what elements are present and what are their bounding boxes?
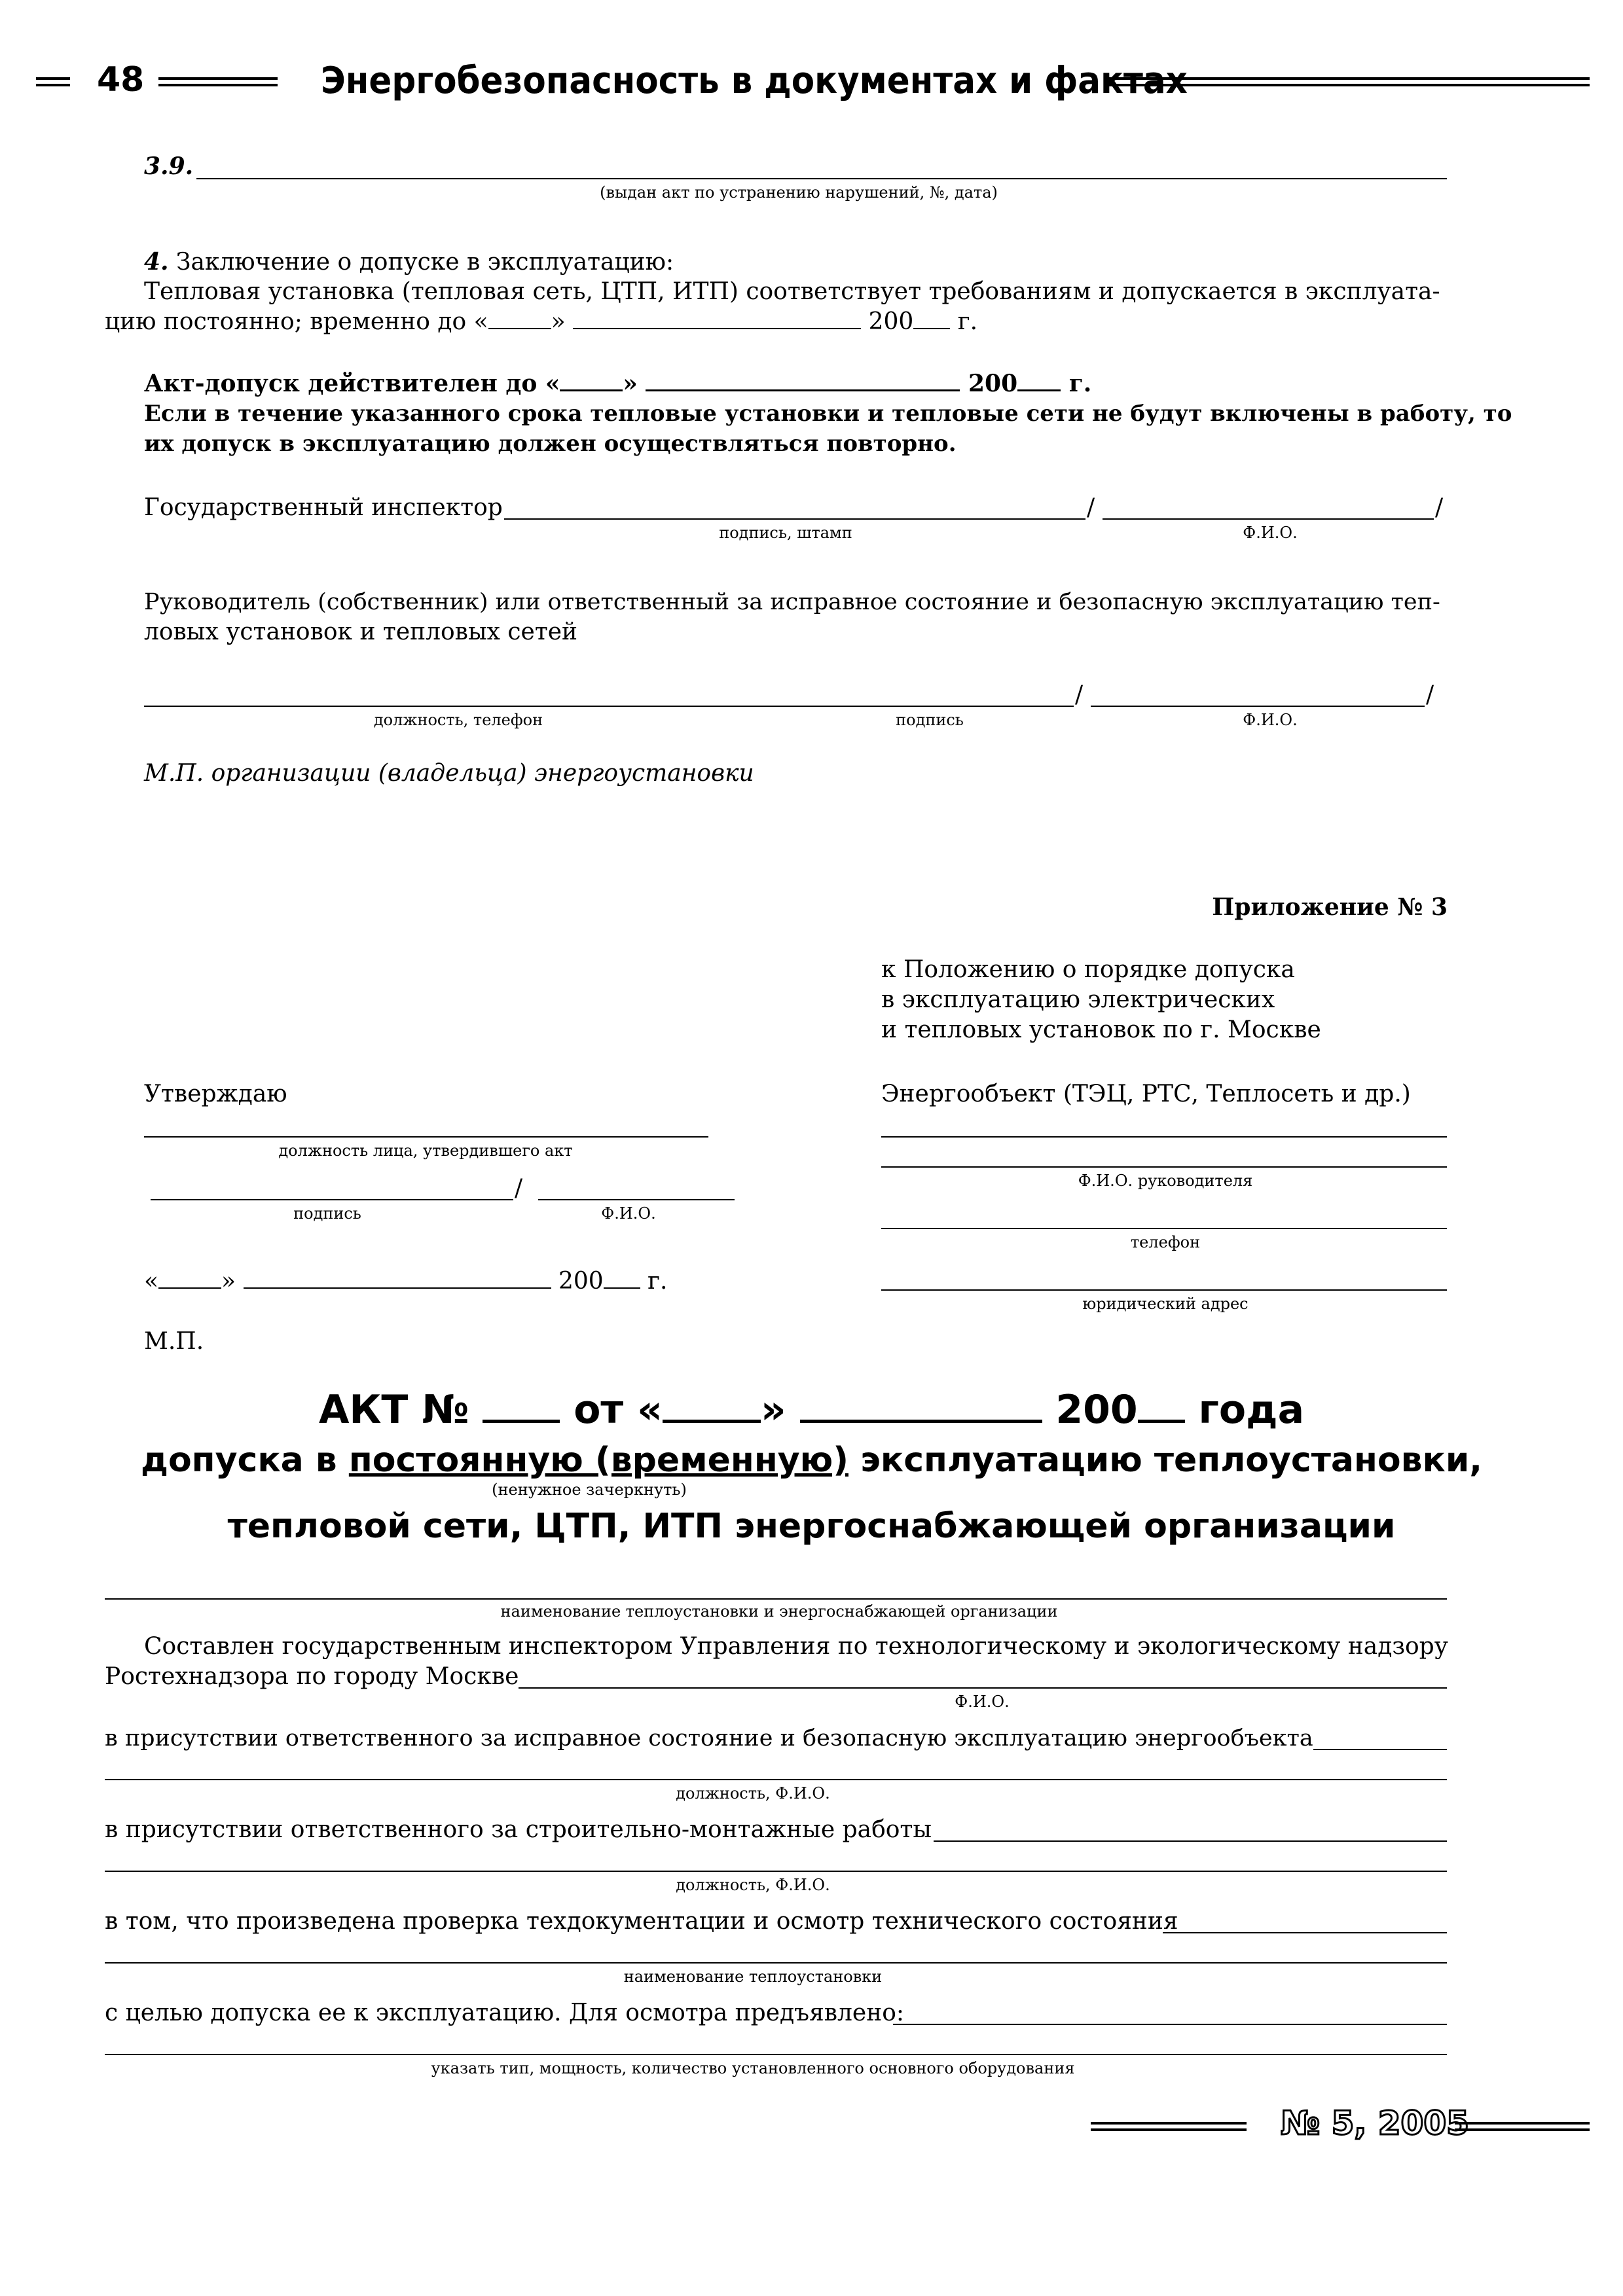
header-rule-right bbox=[1105, 77, 1590, 86]
body-check: в том, что произведена проверка техдокументации и осмотр технического состояния bbox=[105, 1908, 1178, 1935]
issue-number: № 5, 2005 bbox=[1281, 2104, 1469, 2142]
inspector-slash-1: / bbox=[1087, 494, 1095, 521]
validity-line2: Если в течение указанного срока тепловые установки и тепловые сети не будут включены в работу, то bbox=[144, 401, 1512, 427]
approve-slash: / bbox=[515, 1175, 523, 1202]
body-presence-1: в присутствии ответственного за исправное состояние и безопасную эксплуатацию энергообъекта bbox=[105, 1725, 1313, 1751]
approve-stamp: М.П. bbox=[144, 1328, 204, 1355]
body-caption-pos-fio-2: должность, Ф.И.О. bbox=[676, 1876, 830, 1894]
appendix-ref-1: к Положению о порядке допуска bbox=[881, 956, 1295, 983]
permanent-temporary-choice: постоянную (временную) bbox=[348, 1441, 848, 1480]
validity-line3: их допуск в эксплуатацию должен осуществляться повторно. bbox=[144, 431, 957, 457]
section-3-9-blank bbox=[196, 178, 1447, 179]
section-4-heading: 4. Заключение о допуске в эксплуатацию: bbox=[144, 248, 674, 276]
body-caption-pos-fio-1: должность, Ф.И.О. bbox=[676, 1784, 830, 1803]
manager-caption-fio: Ф.И.О. bbox=[1243, 711, 1298, 729]
energy-object-blank-2 bbox=[881, 1166, 1447, 1168]
header-rule-left bbox=[36, 77, 70, 86]
energy-object-caption-address: юридический адрес bbox=[1082, 1295, 1249, 1313]
body-caption-equipment: указать тип, мощность, количество установленного основного оборудования bbox=[431, 2059, 1075, 2077]
body-purpose: с целью допуска ее к эксплуатацию. Для осмотра предъявлено: bbox=[105, 2000, 905, 2026]
appendix-ref-2: в эксплуатацию электрических bbox=[881, 986, 1275, 1013]
manager-slash-2: / bbox=[1426, 681, 1434, 708]
inspector-caption-sign: подпись, штамп bbox=[719, 524, 852, 542]
manager-slash-1: / bbox=[1075, 681, 1084, 708]
energy-object-blank-1 bbox=[881, 1136, 1447, 1138]
validity-line1: Акт-допуск действителен до « » 200 г. bbox=[144, 370, 1092, 397]
footer-rule-left bbox=[1091, 2122, 1247, 2131]
section-3-9-caption: (выдан акт по устранению нарушений, №, дата) bbox=[600, 183, 998, 202]
body-presence-1-blank-a bbox=[1313, 1749, 1447, 1750]
energy-object-label: Энергообъект (ТЭЦ, РТС, Теплосеть и др.) bbox=[881, 1081, 1411, 1107]
page-title: Энергобезопасность в документах и фактах bbox=[321, 60, 1188, 102]
inspector-fio-blank bbox=[1103, 518, 1434, 520]
body-fio-blank bbox=[519, 1687, 1447, 1689]
footer-rule-right bbox=[1455, 2122, 1590, 2131]
act-title-note: (ненужное зачеркнуть) bbox=[492, 1480, 687, 1499]
approve-date: « » 200 г. bbox=[144, 1268, 668, 1295]
header-rule-mid bbox=[158, 77, 278, 86]
approve-caption-sign: подпись bbox=[293, 1204, 361, 1223]
body-composed-2: Ростехнадзора по городу Москве bbox=[105, 1663, 519, 1690]
manager-line1: Руководитель (собственник) или ответственный за исправное состояние и безопасную эксплуатацию теп- bbox=[144, 589, 1440, 615]
body-caption-fio: Ф.И.О. bbox=[955, 1693, 1010, 1711]
energy-object-phone-blank bbox=[881, 1228, 1447, 1229]
manager-position-blank bbox=[144, 706, 1074, 707]
inspector-slash-2: / bbox=[1435, 494, 1444, 521]
inspector-label: Государственный инспектор bbox=[144, 494, 503, 521]
energy-object-address-blank bbox=[881, 1289, 1447, 1291]
body-presence-1-blank-b bbox=[105, 1779, 1447, 1780]
act-title-line1: АКТ № от « » 200 года bbox=[318, 1387, 1305, 1433]
energy-object-caption-phone: телефон bbox=[1130, 1233, 1201, 1251]
inspector-caption-fio: Ф.И.О. bbox=[1243, 524, 1298, 542]
appendix-title: Приложение № 3 bbox=[1212, 893, 1448, 921]
body-presence-2: в присутствии ответственного за строительно-монтажные работы bbox=[105, 1816, 932, 1843]
approve-caption-position: должность лица, утвердившего акт bbox=[278, 1141, 573, 1160]
energy-object-caption-head: Ф.И.О. руководителя bbox=[1078, 1172, 1253, 1190]
body-caption-name: наименование теплоустановки и энергоснабжающей организации bbox=[500, 1602, 1058, 1621]
approve-sign-blank bbox=[151, 1199, 513, 1200]
body-presence-2-blank-a bbox=[934, 1840, 1447, 1842]
approve-label: Утверждаю bbox=[144, 1081, 287, 1107]
body-purpose-blank-a bbox=[893, 2024, 1447, 2025]
section-4-line1: Тепловая установка (тепловая сеть, ЦТП, ИТП) соответствует требованиям и допускается в эксплуата- bbox=[144, 278, 1440, 305]
appendix-ref-3: и тепловых установок по г. Москве bbox=[881, 1016, 1321, 1043]
body-check-blank-a bbox=[1163, 1932, 1447, 1933]
body-check-blank-b bbox=[105, 1962, 1447, 1964]
stamp-note: М.П. организации (владельца) энергоустановки bbox=[144, 760, 754, 787]
section-3-9-number: 3.9. bbox=[144, 152, 194, 180]
body-purpose-blank-b bbox=[105, 2054, 1447, 2055]
inspector-sign-blank bbox=[504, 518, 1085, 520]
body-composed-1: Составлен государственным инспектором Управления по технологическому и экологическому надзору bbox=[144, 1633, 1448, 1660]
approve-caption-fio: Ф.И.О. bbox=[601, 1204, 656, 1223]
approve-fio-blank bbox=[538, 1199, 735, 1200]
page-number: 48 bbox=[97, 60, 145, 99]
manager-line2: ловых установок и тепловых сетей bbox=[144, 619, 578, 645]
manager-caption-position: должность, телефон bbox=[373, 711, 543, 729]
manager-fio-blank bbox=[1091, 706, 1425, 707]
body-presence-2-blank-b bbox=[105, 1871, 1447, 1872]
act-title-line2: допуска в постоянную (временную) эксплуатацию теплоустановки, bbox=[140, 1441, 1483, 1480]
manager-caption-sign: подпись bbox=[896, 711, 964, 729]
section-4-line2: цию постоянно; временно до « » 200 г. bbox=[105, 308, 978, 335]
body-caption-unit: наименование теплоустановки bbox=[623, 1967, 883, 1986]
body-name-blank bbox=[105, 1598, 1447, 1600]
act-title-line3: тепловой сети, ЦТП, ИТП энергоснабжающей организации bbox=[227, 1507, 1396, 1546]
approve-position-blank bbox=[144, 1136, 708, 1138]
